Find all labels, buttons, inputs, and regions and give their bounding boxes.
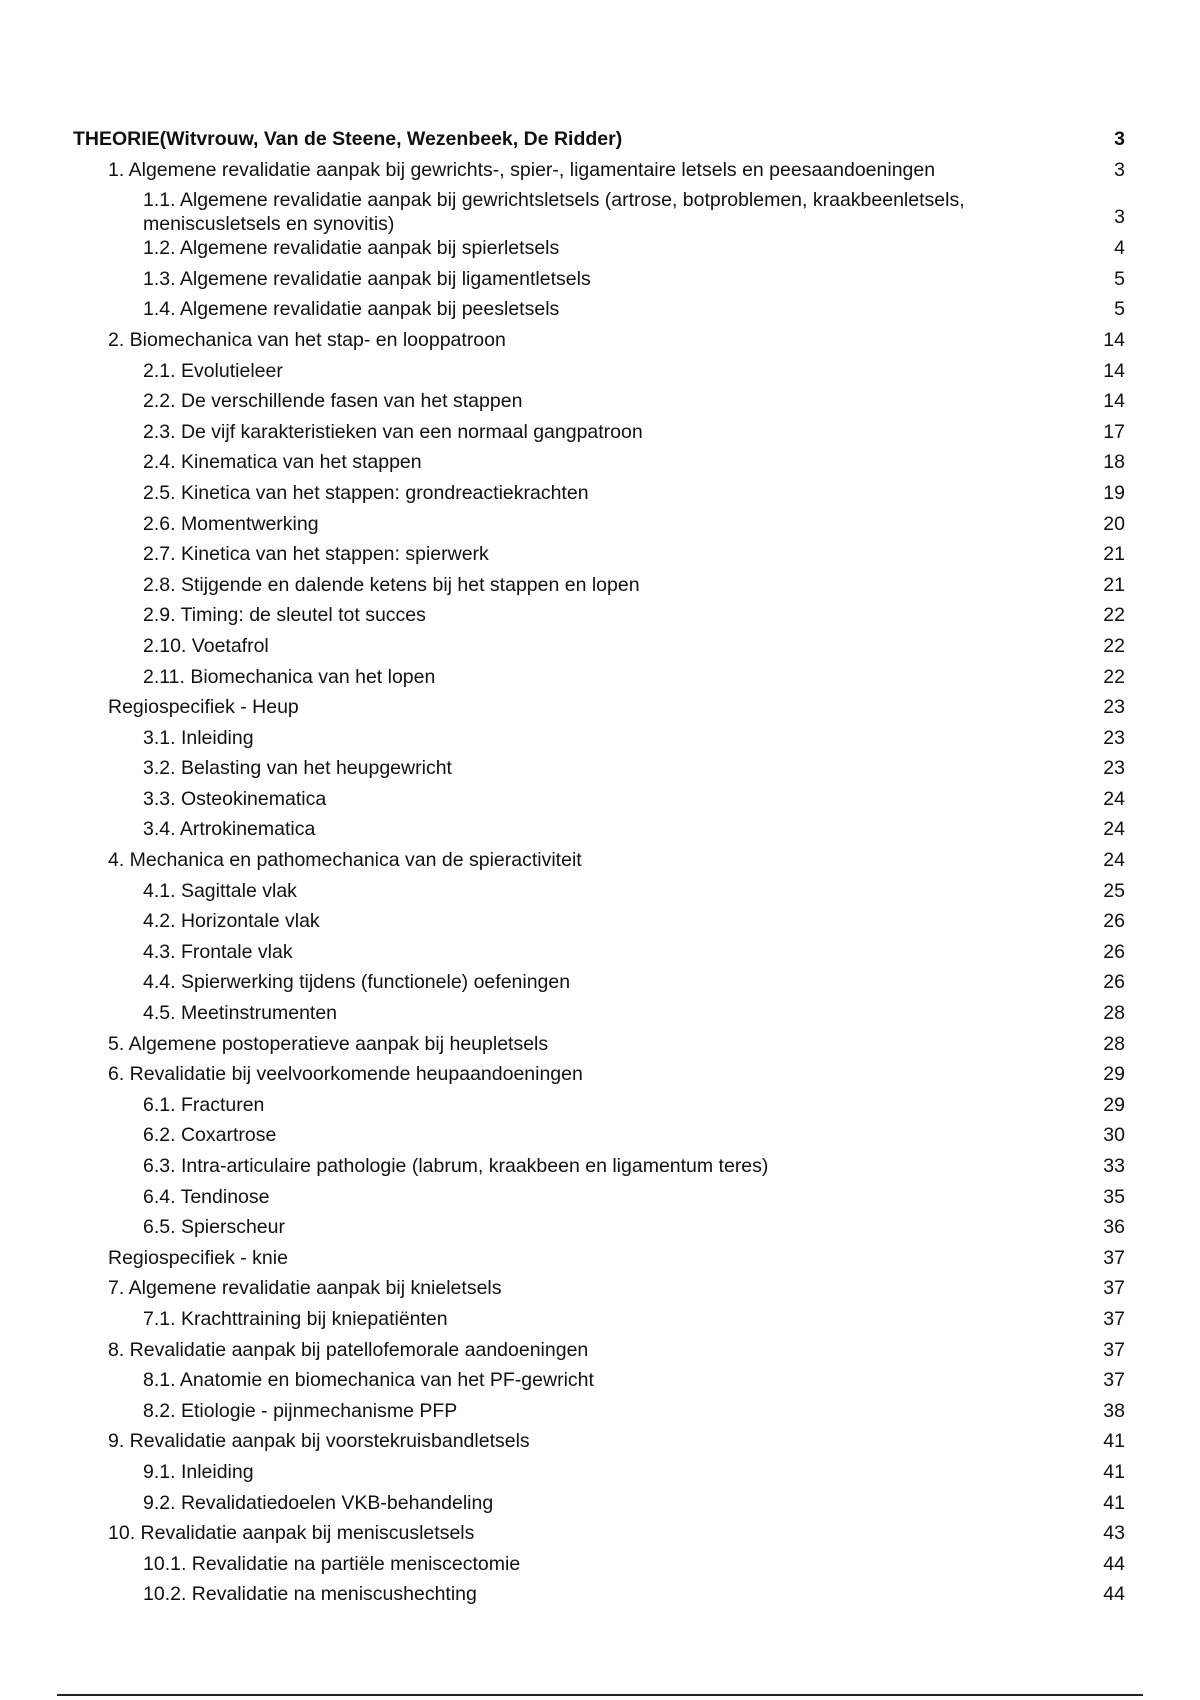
toc-entry[interactable] [0,1120,1200,1151]
toc-entry-page: 5 [1114,298,1125,321]
toc-entry-page: 24 [1103,818,1125,841]
toc-entry-page: 41 [1103,1430,1125,1453]
toc-entry-page: 36 [1103,1216,1125,1239]
toc-entry-page: 37 [1103,1338,1125,1361]
toc-entry-title[interactable]: 6.2. Coxartrose [143,1124,277,1147]
toc-entry-page: 38 [1103,1399,1125,1422]
toc-entry[interactable] [0,723,1200,754]
toc-entry-page: 26 [1103,971,1125,994]
toc-entry-page: 18 [1103,451,1125,474]
toc-entry[interactable] [0,294,1200,325]
toc-entry-title[interactable]: 7.1. Krachttraining bij kniepatiënten [143,1307,448,1330]
toc-entry-page: 41 [1103,1491,1125,1514]
toc-entry-title[interactable]: 3.3. Osteokinematica [143,787,327,810]
toc-entry-title[interactable]: 7. Algemene revalidatie aanpak bij knieletsels [108,1277,502,1300]
toc-entry[interactable] [0,1029,1200,1060]
toc-entry-title[interactable]: 4.4. Spierwerking tijdens (functionele) oefeningen [143,971,571,994]
table-of-contents [0,124,1200,1610]
toc-entry-page: 44 [1103,1552,1125,1575]
toc-entry[interactable] [0,1243,1200,1274]
bottom-divider [57,1694,1143,1696]
toc-entry-page: 17 [1103,420,1125,443]
toc-entry-page: 3 [1114,206,1125,229]
toc-entry-title[interactable]: 3.1. Inleiding [143,726,254,749]
toc-entry-title[interactable]: 8.2. Etiologie - pijnmechanisme PFP [143,1399,458,1422]
toc-entry-title[interactable]: 6.4. Tendinose [143,1185,270,1208]
toc-entry[interactable] [0,845,1200,876]
toc-entry-title[interactable]: 6.5. Spierscheur [143,1216,285,1239]
toc-entry-page: 14 [1103,359,1125,382]
toc-entry-page: 19 [1103,481,1125,504]
toc-entry-title[interactable]: 4.5. Meetinstrumenten [143,1002,338,1025]
toc-entry-title[interactable]: 9.2. Revalidatiedoelen VKB-behandeling [143,1491,494,1514]
toc-entry[interactable] [0,937,1200,968]
toc-entry-title[interactable]: 6.3. Intra-articulaire pathologie (labrum, kraakbeen en ligamentum teres) [143,1155,769,1177]
toc-entry[interactable] [0,692,1200,723]
toc-entry-page: 5 [1114,267,1125,290]
toc-entry[interactable] [0,1151,1200,1182]
toc-entry-page: 37 [1103,1369,1125,1392]
toc-entry-page: 37 [1103,1277,1125,1300]
toc-entry[interactable] [0,417,1200,448]
toc-entry[interactable] [0,447,1200,478]
toc-entry-title[interactable]: 5. Algemene postoperatieve aanpak bij heupletsels [108,1032,549,1055]
toc-entry-page: 3 [1114,128,1125,150]
toc-entry[interactable] [0,386,1200,417]
toc-entry-title[interactable]: 1.4. Algemene revalidatie aanpak bij peesletsels [143,298,560,321]
toc-entry[interactable] [0,325,1200,356]
toc-entry[interactable] [0,876,1200,907]
toc-entry-title[interactable]: 9.1. Inleiding [143,1460,254,1483]
toc-entry-title[interactable]: 2.11. Biomechanica van het lopen [143,665,436,688]
toc-entry[interactable] [0,1304,1200,1335]
toc-entry[interactable] [0,1365,1200,1396]
toc-entry-page: 33 [1103,1155,1125,1177]
toc-entry[interactable] [0,600,1200,631]
toc-entry-title[interactable]: 1. Algemene revalidatie aanpak bij gewrichts-, spier-, ligamentaire letsels en peesaandoeningen [108,158,936,181]
toc-entry[interactable] [0,1488,1200,1519]
toc-entry[interactable] [0,185,1200,236]
toc-entry[interactable] [0,753,1200,784]
toc-entry[interactable] [0,1182,1200,1213]
toc-entry[interactable] [0,1335,1200,1366]
toc-entry[interactable] [0,967,1200,998]
toc-entry-title[interactable]: 2.7. Kinetica van het stappen: spierwerk [143,543,489,566]
toc-entry-title[interactable]: 2. Biomechanica van het stap- en looppatroon [108,328,506,351]
toc-entry[interactable] [0,155,1200,186]
toc-entry-title[interactable]: 2.2. De verschillende fasen van het stappen [143,390,523,413]
toc-entry-page: 35 [1103,1185,1125,1208]
toc-entry-page: 23 [1103,726,1125,749]
toc-entry[interactable] [0,1426,1200,1457]
toc-entry-title[interactable]: 4.3. Frontale vlak [143,940,293,963]
toc-entry-title[interactable]: 1.1. Algemene revalidatie aanpak bij gewrichtsletsels (artrose, botproblemen, kraakbeenletsels, meniscusletsels en synovitis) [143,189,965,236]
toc-entry[interactable] [0,1396,1200,1427]
toc-entry-title[interactable]: 2.8. Stijgende en dalende ketens bij het stappen en lopen [143,573,640,596]
toc-entry[interactable] [0,1090,1200,1121]
toc-entry[interactable] [0,906,1200,937]
toc-entry-title[interactable]: 2.9. Timing: de sleutel tot succes [143,604,426,627]
toc-entry-title[interactable]: 3.2. Belasting van het heupgewricht [143,757,452,780]
toc-entry-page: 26 [1103,940,1125,963]
toc-entry-title[interactable]: 1.3. Algemene revalidatie aanpak bij ligamentletsels [143,267,591,290]
toc-entry[interactable] [0,1059,1200,1090]
toc-entry-title[interactable]: 2.6. Momentwerking [143,512,319,535]
toc-entry-title[interactable]: 9. Revalidatie aanpak bij voorstekruisbandletsels [108,1430,530,1453]
toc-entry-page: 29 [1103,1063,1125,1086]
toc-entry-page: 24 [1103,787,1125,810]
toc-entry-title[interactable]: 2.10. Voetafrol [143,634,269,657]
toc-entry-title[interactable]: 8. Revalidatie aanpak bij patellofemorale aandoeningen [108,1338,589,1361]
toc-entry-page: 3 [1114,158,1125,181]
toc-entry-page: 4 [1114,237,1125,260]
toc-entry[interactable] [0,233,1200,264]
toc-entry-page: 37 [1103,1307,1125,1330]
toc-entry-page: 14 [1103,390,1125,413]
toc-entry-title[interactable]: 2.3. De vijf karakteristieken van een normaal gangpatroon [143,420,643,443]
toc-entry-page: 44 [1103,1583,1125,1606]
toc-entry[interactable] [0,1579,1200,1610]
toc-entry-page: 37 [1103,1246,1125,1269]
toc-entry-page: 21 [1103,573,1125,596]
toc-entry-title[interactable]: 2.1. Evolutieleer [143,359,283,382]
toc-entry-title[interactable]: 6. Revalidatie bij veelvoorkomende heupaandoeningen [108,1063,583,1086]
toc-entry-page: 41 [1103,1460,1125,1483]
toc-entry[interactable] [0,509,1200,540]
toc-entry-page: 23 [1103,696,1125,719]
toc-entry-title[interactable]: 8.1. Anatomie en biomechanica van het PF-gewricht [143,1369,594,1392]
toc-entry[interactable] [0,814,1200,845]
toc-entry-page: 29 [1103,1093,1125,1116]
toc-entry-title[interactable]: 4.2. Horizontale vlak [143,910,320,933]
toc-entry-title[interactable]: 10. Revalidatie aanpak bij meniscusletsels [108,1522,475,1545]
toc-entry-title[interactable]: 2.4. Kinematica van het stappen [143,451,422,474]
toc-entry-title[interactable]: 4.1. Sagittale vlak [143,879,297,902]
toc-entry[interactable] [0,1549,1200,1580]
toc-entry-page: 30 [1103,1124,1125,1147]
toc-entry[interactable] [0,1273,1200,1304]
toc-entry[interactable] [0,1518,1200,1549]
toc-entry-title[interactable]: 10.2. Revalidatie na meniscushechting [143,1583,477,1606]
toc-entry-title[interactable]: 1.2. Algemene revalidatie aanpak bij spierletsels [143,237,560,260]
toc-entry-title[interactable]: Regiospecifiek - knie [108,1246,288,1269]
toc-entry[interactable] [0,1212,1200,1243]
toc-entry[interactable] [0,631,1200,662]
toc-entry[interactable] [0,1457,1200,1488]
toc-entry[interactable] [0,356,1200,387]
toc-entry-page: 22 [1103,634,1125,657]
toc-entry-page: 22 [1103,604,1125,627]
toc-entry-title[interactable]: 4. Mechanica en pathomechanica van de spieractiviteit [108,849,582,872]
toc-entry[interactable] [0,662,1200,693]
toc-entry[interactable] [0,539,1200,570]
toc-entry-page: 21 [1103,543,1125,566]
toc-entry-title[interactable]: 10.1. Revalidatie na partiële meniscectomie [143,1552,521,1575]
toc-entry[interactable] [0,478,1200,509]
toc-entry-title[interactable]: 3.4. Artrokinematica [143,818,316,841]
toc-entry[interactable] [0,998,1200,1029]
toc-entry-title[interactable]: 2.5. Kinetica van het stappen: grondreactiekrachten [143,481,589,504]
toc-entry-title[interactable]: 6.1. Fracturen [143,1093,265,1116]
toc-entry-page: 22 [1103,665,1125,688]
toc-entry-page: 14 [1103,328,1125,351]
toc-entry[interactable] [0,784,1200,815]
toc-entry-page: 23 [1103,757,1125,780]
toc-entry-title[interactable]: THEORIE(Witvrouw, Van de Steene, Wezenbeek, De Ridder) [73,128,623,150]
toc-entry-page: 28 [1103,1032,1125,1055]
toc-entry[interactable] [0,264,1200,295]
toc-entry-theorie[interactable] [0,124,1200,155]
toc-entry-page: 24 [1103,849,1125,872]
toc-entry-page: 26 [1103,910,1125,933]
toc-entry-page: 43 [1103,1522,1125,1545]
toc-entry-page: 20 [1103,512,1125,535]
toc-entry-title[interactable]: Regiospecifiek - Heup [108,696,299,719]
toc-entry-page: 28 [1103,1002,1125,1025]
toc-entry-page: 25 [1103,879,1125,902]
toc-entry[interactable] [0,570,1200,601]
